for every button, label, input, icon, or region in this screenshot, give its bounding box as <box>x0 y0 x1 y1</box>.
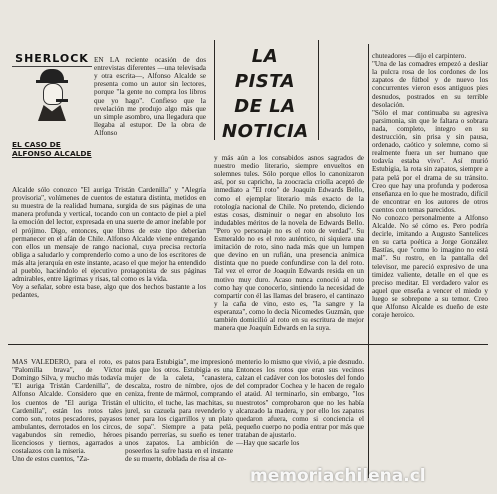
article-bottom-column-3 <box>236 350 364 480</box>
article-column-2 <box>214 146 364 340</box>
caption-line-1: EL CASO DE <box>12 140 61 149</box>
column-caption <box>12 140 92 158</box>
article-bottom-column-2 <box>125 350 233 480</box>
source-watermark: memoriachilena.cl <box>250 466 426 486</box>
article-column-4 <box>372 44 488 480</box>
article-intro <box>94 48 206 176</box>
article-bottom-column-1 <box>12 350 122 480</box>
article-column-2-text: y más aún a los consabidos asnos sagrados de nuestro medio literario, siempre envueltos en solemnes tules. Sólo porque ellos lo canonizaron así, por su capricho, la zoocracia criolla aceptó de inmediato a "El roto" de Joaquín Edwards Bello, como el ejemplar literario más exacto de la rotología nacional de Chile. No pretendo, diciendo estas cosas, disminuir o negar en absoluto los indudables méritos de la novela de Edwards Bello. "Pero yo personaje no es el roto de verdad". Su Esmeraldo no es el roto auténtico, ni siquiera una imitación de roto, sino nada más que un lumpen que devino en un rufián, una presencia anímica distinta que no puede confundirse con la del roto. Tal vez el error de Joaquín Edwards resida en un motivo muy duro. Acaso nunca conoció al roto como hay que conocerlo, sintiendo la necesidad de compartir con él las llamas del brasero, el cantinazo y la caña de vino, esto es, "la sangre y la esperanza", como lo decía Nicomedes Guzmán, que también domicilió al roto en su escritura de mejor manera que Joaquín Edwards en la suya. <box>214 154 364 333</box>
headline-line-3: NOTICIA <box>222 121 309 142</box>
headline <box>222 44 308 144</box>
logo-wordmark: SHERLOCK <box>12 52 92 67</box>
article-intro-text: EN LA reciente ocasión de dos entrevistas diferentes —una televisada y otra escrita—, Alfonso Alcalde se presenta como un autor sin lectores, porque "la gente no compra los libros que yo hago". Confieso que la revelación me produjo algo más que un simple asombro, una llegadura que llegaba al estupor. De la obra de Alfonso <box>94 56 206 137</box>
headline-line-1: LA PISTA <box>234 46 296 92</box>
caption-line-2: ALFONSO ALCALDE <box>12 149 92 158</box>
article-bottom-column-2-text: patos para Estubigia", me impresionó más que los otros. Estubigia es una mujer de la caleta, "canastera, descalza, rostro de nímbre, ojos de ceniza, frente de mármol, comprando el ulticito, el tuche, las machitas, su jurel, su cazuela para revenderlo y tener para los cigarrillos y un plato de sopa". Siempre a pata pelá, pisando perrerías, su sueño es tener unos zapatos. La ambición de poseerlos la sufre hasta en el instante de su muerte, doblada de risa al ce- <box>125 358 233 464</box>
column-logo <box>12 52 92 121</box>
article-column-1 <box>12 178 206 340</box>
column-divider-right <box>368 44 369 478</box>
article-bottom-column-1-text: MAS VALEDERO, para el roto, es "Palomilla brava", de Víctor Domingo Silva, y mucho más todavía "El auriga Tristán Cardenilla", de Alfonso Alcalde. Considero que en los cuentos de "El auriga Tristán Cardenilla", están los rotos tales como son, rotos pescadores, payasos ambulantes, derrotados en los circos, vagabundos sin remedio, héroes licenciosos y tiernos, agarrados a costalazos con la miseria. Uno de estos cuentos, "Za- <box>12 358 122 464</box>
article-column-4-text: chuteadores —dijo el carpintero. "Una de las comadres empezó a desliar la pulcra rosa de los cordones de los zapatos de fútbol y de nuevo los concurrentes vieron esos antiguos pies desnudos, postrados en su terrible desolación. "Sólo el mar continuaba su agresiva parsimonia, sin que le faltara o sobrara nada, completo, íntegro en su destrucción, sin prisa y sin pausa, ordenado, caótico y solemne, como si realmente fuera un ser humano que todavía estaba vivo". Así murió Estubigia, la rota sin zapatos, siempre a pata pelá por el drama de su tránsito. Creo que hay una profunda y poderosa enseñanza en lo que he mostrado, difícil de encontrar en los autores de otros cuentos con temas parecidos. No conozco personalmente a Alfonso Alcalde. No sé cómo es. Pero podría decirle, imitando a Augusto Santelices en su carta poética a Jorge González Bastías, que "como lo imagino no está mal". Su rostro, en la pantalla del televisor, me pareció expresivo de una timidez valiente, detalle en el que es preciso meditar. El verdadero valor es aquel que enseña a vencer el miedo y luego se sobrepone a su temor. Creo que Alfonso Alcalde es dueño de este coraje heroico. <box>372 52 488 320</box>
headline-border-right <box>318 40 319 140</box>
headline-border-left <box>214 40 215 140</box>
article-bottom-column-3-text: menterio lo mismo que vivió, a pie desnudo. Entonces los rotos que eran sus vecinos calzan el cadáver con los botosles del fondo del comprador Cochea y le hacen de regalo el ataúd. Al terminarlo, sin embargo, "los nuestrotos" comprobaron que no les había alcanzado la madera, y por ello los zapatos quedaron afuera, como si conciencia el pequeño cuerpo no podía entrar por más que trataban de ajustarlo. —Hay que sacarle los <box>236 358 364 448</box>
headline-line-2: DE LA <box>234 96 296 117</box>
article-column-1-text: Alcalde sólo conozco "El auriga Tristán Cardenilla" y "Alegría provisoria", volúmenes de cuentos de estatura distinta, metidos en su muestra de la realidad humana, surgida de sus páginas de una manera profunda y vertical, tocando con un contacto de piel a piel la emoción del lector, expresada en una suerte de amor inefable por el prójimo. Digo, entonces, que libros de este tipo deberían permanecer en el afán de Chile. Alfonso Alcalde viene entregando con ellos un mensaje de rango nacional, cuya precisa rectoría obliga a saludarlo y comprenderlo como a uno de los escritores de más alta jerarquía en este instante, acaso el que mejor ha entendido al pueblo, haciéndolo el ejecutivo protagonista de sus páginas admirables, entre lágrimas y risas, tal como es la vida. Voy a señalar, sobre esta base, algo que dos hechos bastante a los pedantes, <box>12 186 206 300</box>
detective-pipe-icon <box>32 69 72 121</box>
